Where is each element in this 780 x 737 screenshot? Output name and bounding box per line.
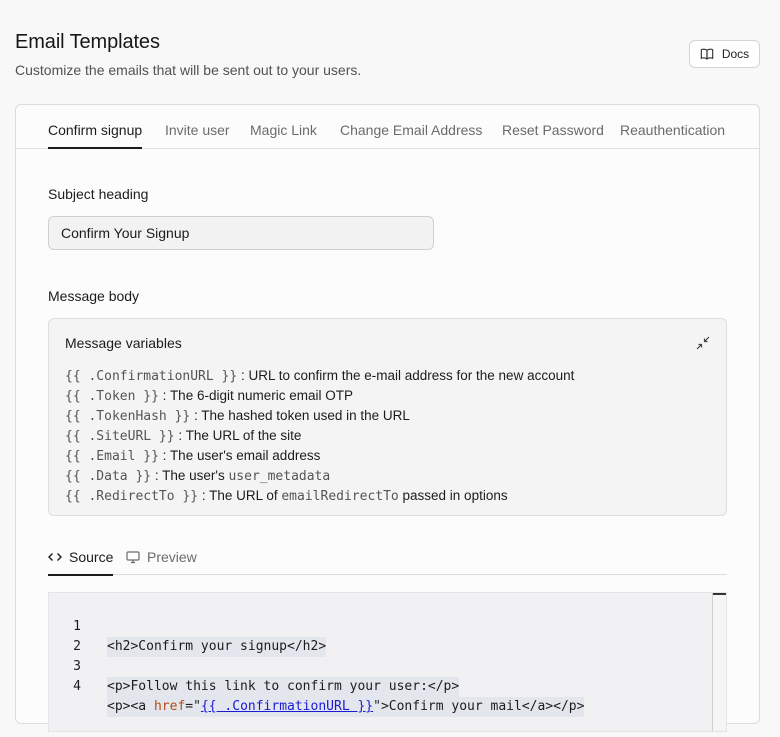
- line-number: 1: [73, 619, 81, 634]
- tab-source[interactable]: Source: [48, 549, 113, 565]
- code-editor[interactable]: [48, 592, 727, 732]
- tab-preview[interactable]: Preview: [126, 549, 197, 565]
- docs-button[interactable]: [689, 40, 760, 68]
- message-variables-list: [65, 366, 574, 506]
- variable-item: {{ .Token }} : The 6-digit numeric email OTP: [65, 388, 353, 404]
- code-line: [49, 597, 726, 654]
- editor-tabs: [48, 541, 727, 575]
- tab-reset-password[interactable]: Reset Password: [502, 122, 604, 138]
- templates-card: [15, 104, 760, 724]
- page-subtitle: Customize the emails that will be sent out to your users.: [15, 62, 362, 78]
- docs-button-label: Docs: [721, 47, 750, 61]
- tab-invite-user[interactable]: Invite user: [165, 122, 230, 138]
- subject-label: Subject heading: [48, 186, 149, 202]
- editor-scrollbar[interactable]: [712, 593, 726, 731]
- page-title: Email Templates: [15, 31, 160, 53]
- collapse-icon[interactable]: [696, 336, 710, 350]
- message-variables-panel: [48, 318, 727, 516]
- variable-code: {{ .Email }}: [65, 449, 159, 464]
- variable-item: {{ .Email }} : The user's email address: [65, 448, 321, 464]
- variable-code: {{ .TokenHash }}: [65, 409, 191, 424]
- variable-code: {{ .Data }}: [65, 469, 152, 484]
- subject-input[interactable]: [48, 216, 434, 250]
- message-variables-title: Message variables: [65, 335, 182, 351]
- line-code: <p><a href="{{ .ConfirmationURL }}">Confirm your mail</a></p>: [107, 697, 584, 717]
- book-icon: [700, 47, 714, 61]
- monitor-icon: [126, 550, 140, 564]
- variable-code: {{ .ConfirmationURL }}: [65, 369, 238, 384]
- message-body-label: Message body: [48, 288, 140, 304]
- tab-magic-link[interactable]: Magic Link: [250, 122, 317, 138]
- code-line: [49, 637, 726, 694]
- code-icon: [48, 550, 62, 564]
- variable-item: {{ .Data }} : The user's user_metadata: [65, 468, 331, 484]
- variable-code: {{ .RedirectTo }}: [65, 489, 199, 504]
- variable-item: {{ .TokenHash }} : The hashed token used in the URL: [65, 408, 410, 424]
- line-number: 3: [73, 659, 81, 674]
- variable-code: {{ .Token }}: [65, 389, 159, 404]
- tab-reauthentication[interactable]: Reauthentication: [620, 122, 726, 138]
- variable-item: {{ .SiteURL }} : The URL of the site: [65, 428, 302, 444]
- tab-change-email-address[interactable]: Change Email Address: [340, 122, 483, 138]
- variable-code: {{ .SiteURL }}: [65, 429, 175, 444]
- line-code: <h2>Confirm your signup</h2>: [107, 637, 326, 657]
- line-code: <p>Follow this link to confirm your user:</p>: [107, 677, 459, 697]
- line-number: 4: [73, 679, 81, 694]
- variable-item: {{ .ConfirmationURL }} : URL to confirm the e-mail address for the new account: [65, 368, 575, 384]
- tab-confirm-signup[interactable]: Confirm signup: [48, 122, 143, 138]
- template-tabs: [16, 105, 759, 149]
- variable-item: {{ .RedirectTo }} : The URL of emailRedirectTo passed in options: [65, 488, 508, 504]
- line-number: 2: [73, 639, 81, 654]
